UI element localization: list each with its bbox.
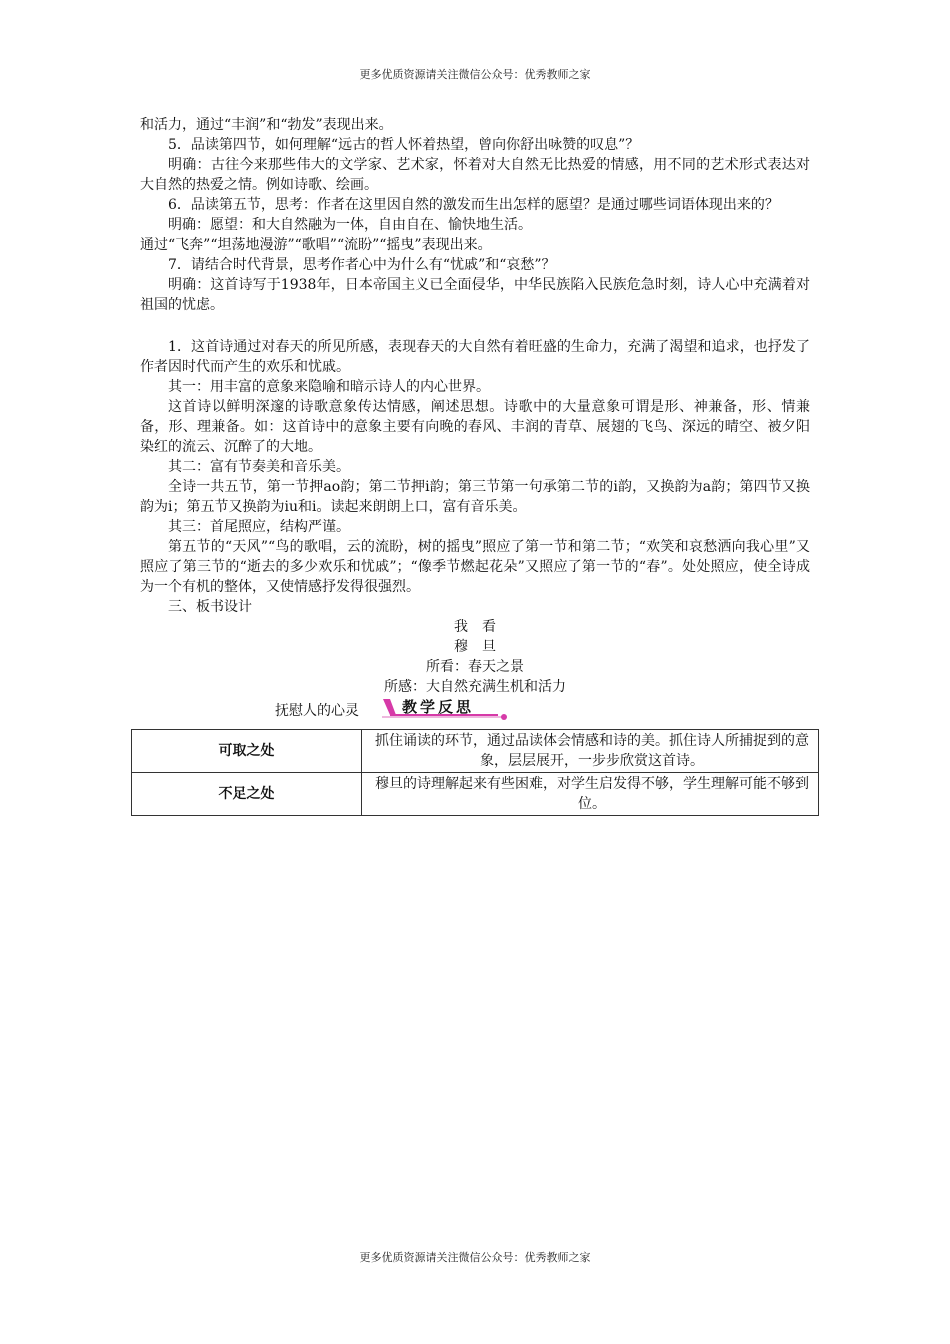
paragraph: 全诗一共五节，第一节押ao韵；第二节押i韵；第三节第一句承第二节的i韵，又换韵为a韵；第四节又换韵为i；第五节又换韵为iu和i。读起来朗朗上口，富有音乐美。	[140, 479, 810, 515]
paragraph: 明确：这首诗写于1938年，日本帝国主义已全面侵华，中华民族陷入民族危急时刻，诗人心中充满着对祖国的忧虑。	[140, 277, 810, 313]
paragraph: 1．这首诗通过对春天的所见所感，表现春天的大自然有着旺盛的生命力，充满了渴望和追求，也抒发了作者因时代而产生的欢乐和忧戚。	[140, 339, 810, 375]
board-felt: 所感：大自然充满生机和活力	[384, 679, 566, 695]
paragraph: 其二：富有节奏美和音乐美。	[168, 459, 350, 475]
reflection-banner	[380, 697, 516, 719]
page-header: 更多优质资源请关注微信公众号：优秀教师之家	[359, 68, 591, 81]
reflection-table	[131, 729, 819, 816]
board-author: 穆 旦	[454, 639, 496, 655]
reflection-label-strengths: 可取之处	[132, 730, 362, 773]
paragraph: 明确：愿望：和大自然融为一体，自由自在、愉快地生活。	[168, 217, 532, 233]
paragraph: 这首诗以鲜明深邃的诗歌意象传达情感，阐述思想。诗歌中的大量意象可谓是形、神兼备，形、情兼备，形、理兼备。如：这首诗中的意象主要有向晚的春风、丰润的青草、展翅的飞鸟、深远的晴空、被夕阳染红的流云、沉醉了的大地。	[140, 399, 810, 455]
page-footer: 更多优质资源请关注微信公众号：优秀教师之家	[359, 1251, 591, 1264]
blackboard-design	[140, 617, 810, 721]
paragraph: 7．请结合时代背景，思考作者心中为什么有“忧戚”和“哀愁”？	[168, 257, 556, 273]
paragraph: 6．品读第五节，思考：作者在这里因自然的激发而生出怎样的愿望？是通过哪些词语体现出来的？	[168, 197, 779, 213]
board-soothe-row	[140, 697, 810, 721]
reflection-value-weaknesses: 穆旦的诗理解起来有些困难，对学生启发得不够，学生理解可能不够到位。	[362, 773, 819, 816]
paragraph: 明确：古往今来那些伟大的文学家、艺术家，怀着对大自然无比热爱的情感，用不同的艺术形式表达对大自然的热爱之情。例如诗歌、绘画。	[140, 157, 810, 193]
board-seen: 所看：春天之景	[426, 659, 524, 675]
table-row	[132, 730, 819, 773]
paragraph: 三、板书设计	[168, 599, 252, 615]
document-body	[140, 115, 810, 721]
reflection-value-strengths: 抓住诵读的环节，通过品读体会情感和诗的美。抓住诗人所捕捉到的意象，层层展开，一步步欣赏这首诗。	[362, 730, 819, 773]
reflection-label-weaknesses: 不足之处	[132, 773, 362, 816]
paragraph: 5．品读第四节，如何理解“远古的哲人怀着热望，曾向你舒出咏赞的叹息”？	[168, 137, 640, 153]
paragraph: 第五节的“天风”“鸟的歌唱，云的流盼，树的摇曳”照应了第一节和第二节；“欢笑和哀愁洒向我心里”又照应了第三节的“逝去的多少欢乐和忧戚”；“像季节燃起花朵”又照应了第一节的“春”。处处照应，使全诗成为一个有机的整体，又使情感抒发得很强烈。	[140, 539, 810, 595]
section-gap	[140, 315, 810, 337]
paragraph: 其一：用丰富的意象来隐喻和暗示诗人的内心世界。	[168, 379, 490, 395]
summary-section	[140, 337, 810, 617]
discussion-section	[140, 115, 810, 315]
paragraph: 通过“飞奔”“坦荡地漫游”“歌唱”“流盼”“摇曳”表现出来。	[140, 237, 492, 253]
reflection-banner-title: 教学反思	[402, 698, 475, 716]
board-soothe: 抚慰人的心灵	[275, 703, 359, 719]
board-title: 我 看	[454, 619, 496, 635]
table-row	[132, 773, 819, 816]
paragraph: 和活力，通过“丰润”和“勃发”表现出来。	[140, 117, 393, 133]
paragraph: 其三：首尾照应，结构严谨。	[168, 519, 350, 535]
